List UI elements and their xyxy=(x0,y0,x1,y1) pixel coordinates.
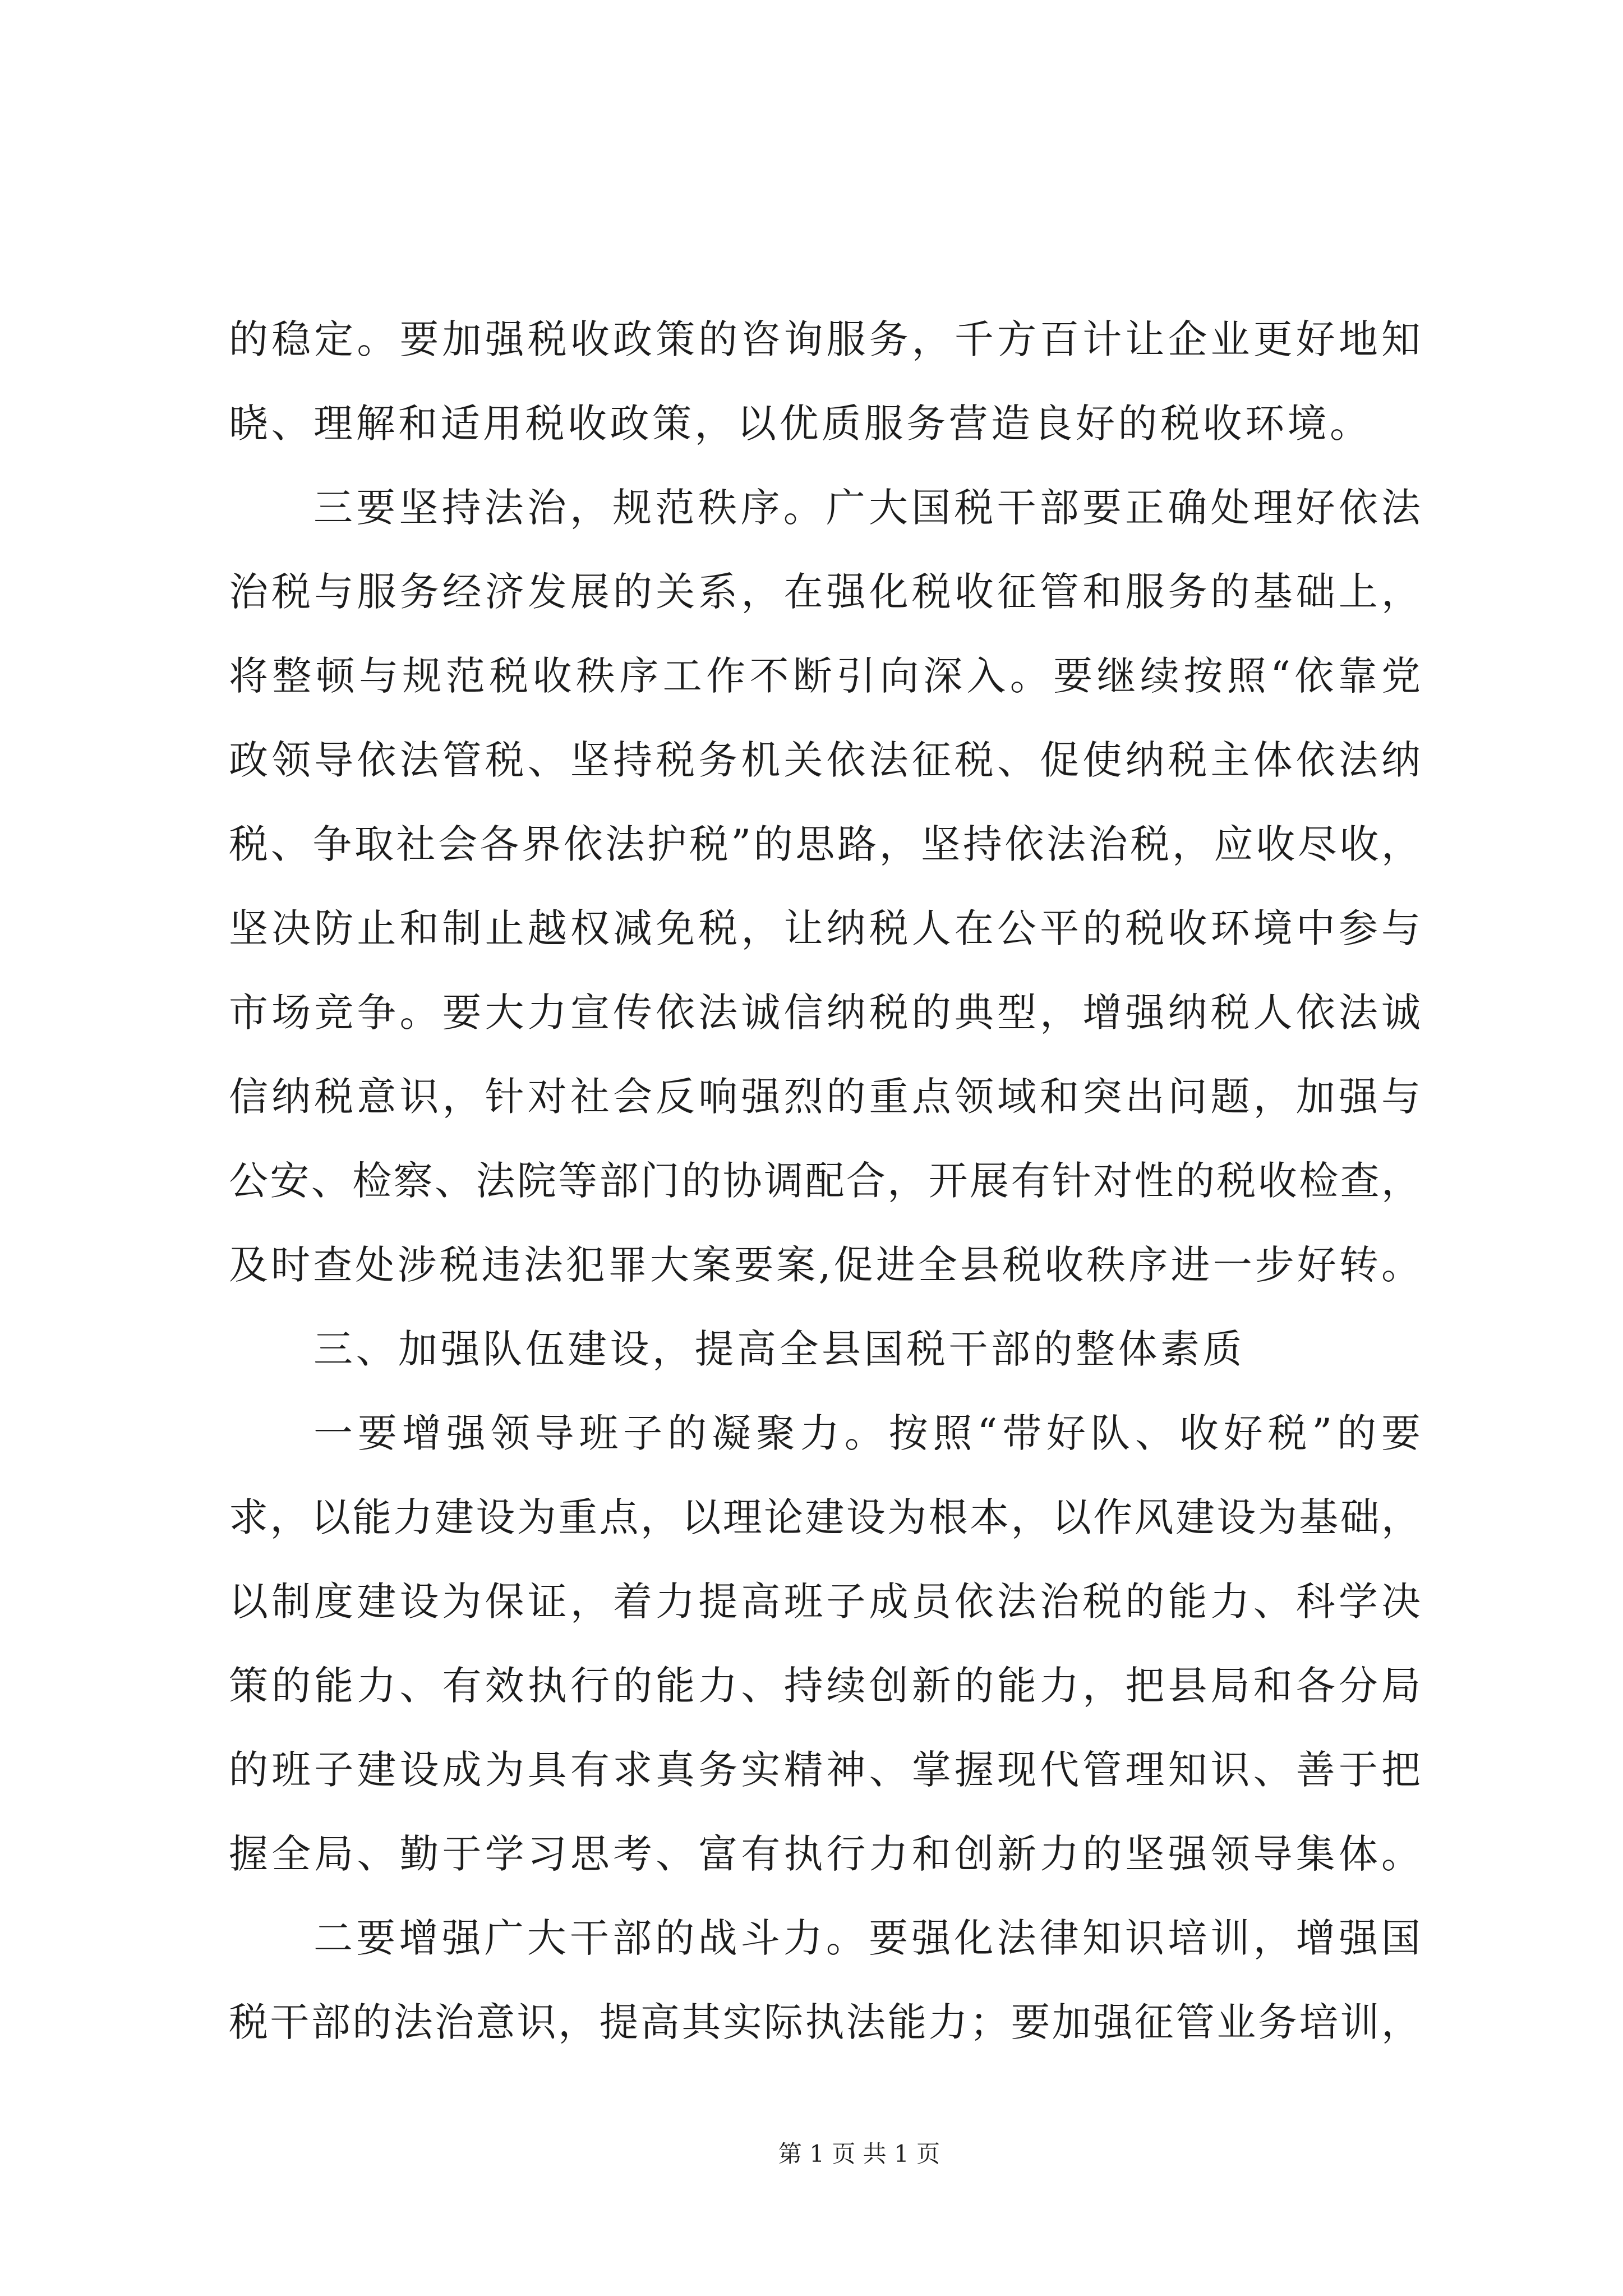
text-line: 二要增强广大干部的战斗力。要强化法律知识培训，增强国 xyxy=(313,1915,1421,1961)
text-line: 信纳税意识，针对社会反响强烈的重点领域和突出问题，加强与 xyxy=(229,1074,1421,1120)
text-line: 坚决防止和制止越权减免税，让纳税人在公平的税收环境中参与 xyxy=(229,905,1421,951)
paragraph xyxy=(229,297,1421,466)
text-line: 政领导依法管税、坚持税务机关依法征税、促使纳税主体依法纳 xyxy=(229,737,1421,783)
text-line: 公安、检察、法院等部门的协调配合，开展有针对性的税收检查， xyxy=(229,1158,1421,1204)
text-line: 税、争取社会各界依法护税”的思路，坚持依法治税，应收尽收， xyxy=(229,821,1421,867)
text-line: 求，以能力建设为重点，以理论建设为根本，以作风建设为基础， xyxy=(229,1494,1421,1540)
text-line: 策的能力、有效执行的能力、持续创新的能力，把县局和各分局 xyxy=(229,1663,1421,1709)
text-line: 三要坚持法治，规范秩序。广大国税干部要正确处理好依法 xyxy=(313,485,1421,531)
page-number-label: 第 1 页 共 1 页 xyxy=(778,2140,940,2168)
paragraph xyxy=(229,1896,1421,2064)
text-line: 的班子建设成为具有求真务实精神、掌握现代管理知识、善于把 xyxy=(229,1747,1421,1793)
document-body xyxy=(229,297,1421,2064)
text-line: 以制度建设为保证，着力提高班子成员依法治税的能力、科学决 xyxy=(229,1579,1421,1625)
paragraph xyxy=(229,1391,1421,1896)
section-heading xyxy=(229,1307,1421,1391)
section-heading-text: 三、加强队伍建设，提高全县国税干部的整体素质 xyxy=(313,1326,1245,1372)
text-line: 将整顿与规范税收秩序工作不断引向深入。要继续按照“依靠党 xyxy=(229,653,1421,699)
paragraph xyxy=(229,466,1421,1307)
text-line: 晓、理解和适用税收政策，以优质服务营造良好的税收环境。 xyxy=(229,401,1372,447)
text-line: 的稳定。要加强税收政策的咨询服务，千方百计让企业更好地知 xyxy=(229,316,1421,362)
page-footer xyxy=(95,2137,1623,2171)
text-line: 市场竞争。要大力宣传依法诚信纳税的典型，增强纳税人依法诚 xyxy=(229,990,1421,1036)
text-line: 治税与服务经济发展的关系，在强化税收征管和服务的基础上， xyxy=(229,569,1421,615)
text-line: 一要增强领导班子的凝聚力。按照“带好队、收好税”的要 xyxy=(313,1410,1421,1456)
text-line: 握全局、勤于学习思考、富有执行力和创新力的坚强领导集体。 xyxy=(229,1831,1421,1877)
text-line: 及时查处涉税违法犯罪大案要案,促进全县税收秩序进一步好转。 xyxy=(229,1242,1421,1288)
text-line: 税干部的法治意识，提高其实际执法能力；要加强征管业务培训， xyxy=(229,1999,1421,2045)
